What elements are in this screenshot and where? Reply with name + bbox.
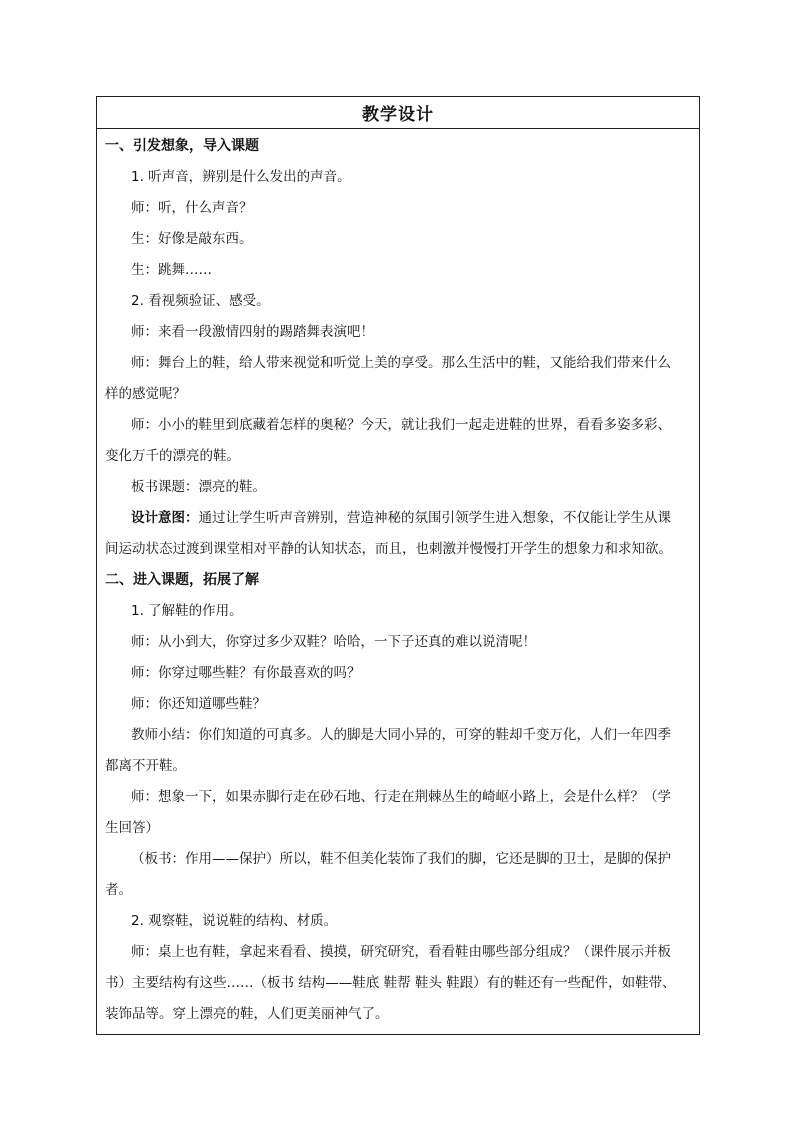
text-line: （板书：作用——保护）所以，鞋不但美化装饰了我们的脚，它还是脚的卫士，是脚的保护: [131, 851, 671, 867]
design-intent-text: 通过让学生听声音辨别，营造神秘的氛围引领学生进入想象，不仅能让学生从课: [198, 510, 671, 526]
lesson-design-table: [96, 96, 700, 1035]
text-line: 装饰品等。穿上漂亮的鞋，人们更美丽神气了。: [105, 1006, 389, 1022]
text-line: 2. 看视频验证、感受。: [131, 293, 270, 309]
text-line: 师：从小到大，你穿过多少双鞋？哈哈，一下子还真的难以说清呢！: [131, 634, 536, 650]
text-line: 都离不开鞋。: [105, 758, 186, 774]
text-line: 师：听，什么声音？: [131, 200, 253, 216]
section-heading: 一、引发想象，导入课题: [105, 138, 259, 154]
text-line: 师：舞台上的鞋，给人带来视觉和听觉上美的享受。那么生活中的鞋，又能给我们带来什么: [131, 355, 671, 371]
text-line: 师：你还知道哪些鞋？: [131, 696, 266, 712]
text-line: 1. 了解鞋的作用。: [131, 603, 243, 619]
design-intent-line: [105, 503, 691, 534]
text-line: 生：好像是敲东西。: [131, 231, 253, 247]
text-line: 2. 观察鞋，说说鞋的结构、材质。: [131, 913, 338, 929]
text-line: 书）主要结构有这些……（板书 结构——鞋底 鞋帮 鞋头 鞋跟）有的鞋还有一些配件，如鞋带、: [105, 975, 676, 991]
text-line: 板书课题：漂亮的鞋。: [131, 479, 266, 495]
text-line: 变化万千的漂亮的鞋。: [105, 448, 240, 464]
text-line: 师：你穿过哪些鞋？有你最喜欢的吗？: [131, 665, 361, 681]
text-line: 间运动状态过渡到课堂相对平静的认知状态，而且，也刺激并慢慢打开学生的想象力和求知欲。: [105, 541, 672, 557]
text-line: 生回答）: [105, 820, 159, 836]
text-line: 师：想象一下，如果赤脚行走在砂石地、行走在荆棘丛生的崎岖小路上，会是什么样？（学: [131, 789, 671, 805]
text-line: 1. 听声音，辨别是什么发出的声音。: [131, 169, 351, 185]
text-line: 师：来看一段激情四射的踢踏舞表演吧！: [131, 324, 374, 340]
text-line: 者。: [105, 882, 132, 898]
text-line: 师：桌上也有鞋，拿起来看看、摸摸，研究研究，看看鞋由哪些部分组成？（课件展示并板: [131, 944, 671, 960]
text-line: 师：小小的鞋里到底藏着怎样的奥秘？今天，就让我们一起走进鞋的世界，看看多姿多彩、: [131, 417, 671, 433]
design-intent-label: 设计意图：: [131, 510, 199, 526]
text-line: 生：跳舞……: [131, 262, 212, 278]
section-heading: 二、进入课题，拓展了解: [105, 572, 259, 588]
text-line: 教师小结：你们知道的可真多。人的脚是大同小异的，可穿的鞋却千变万化，人们一年四季: [131, 727, 671, 743]
table-content: [97, 129, 699, 1034]
text-line: 样的感觉呢？: [105, 386, 186, 402]
table-title: 教学设计: [97, 97, 699, 129]
